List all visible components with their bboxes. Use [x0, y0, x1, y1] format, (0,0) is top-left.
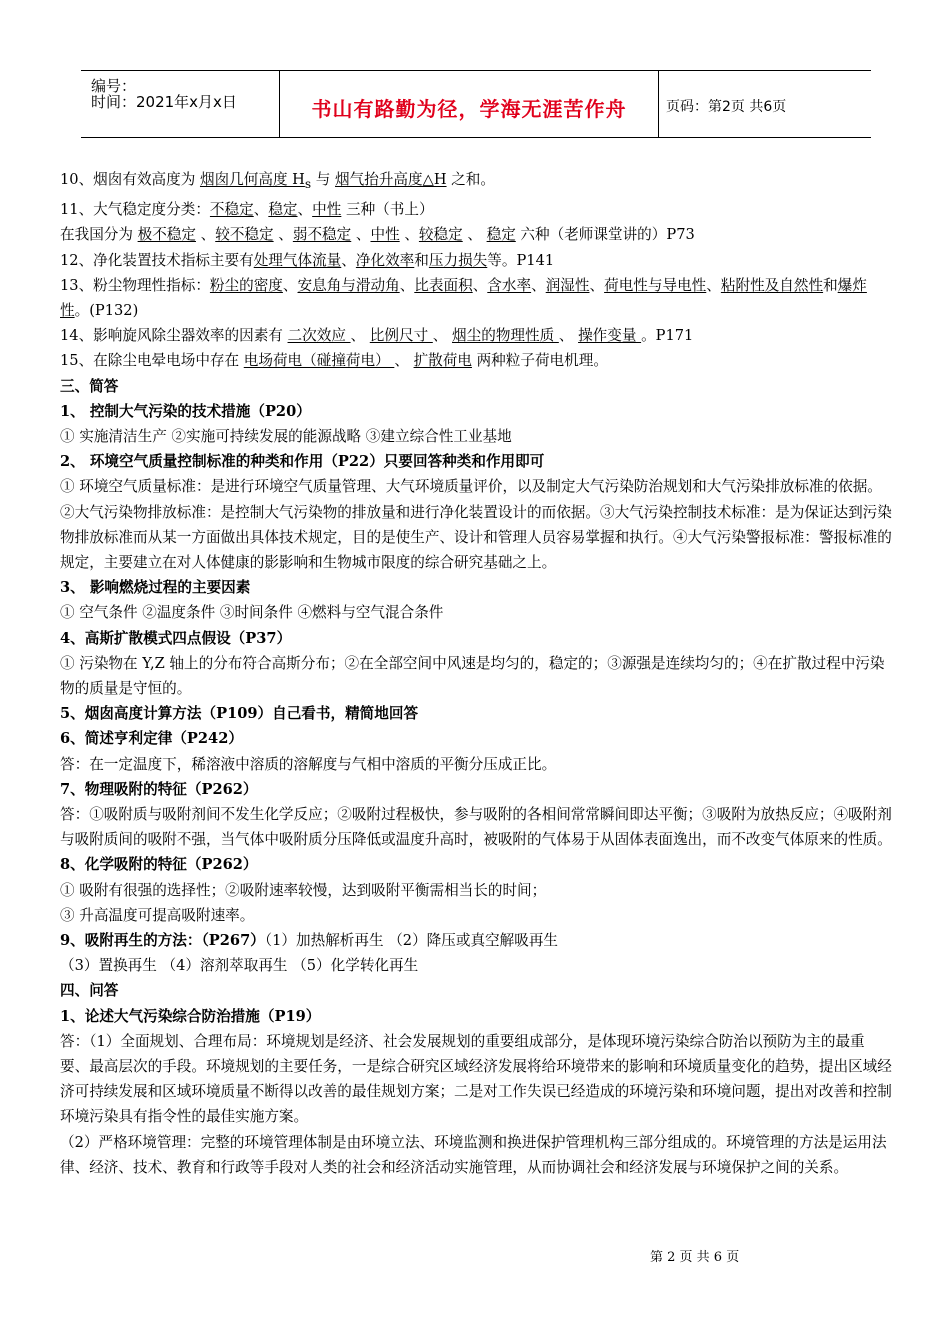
- question-title: 9、吸附再生的方法：（P267）: [60, 932, 265, 949]
- fill-item-11: 11、大气稳定度分类：不稳定、稳定、中性 三种（书上）: [60, 201, 434, 219]
- answer-text: ① 空气条件 ②温度条件 ③时间条件 ④燃料与空气混合条件: [60, 604, 444, 622]
- answer-text: ① 实施清洁生产 ②实施可持续发展的能源战略 ③建立综合性工业基地: [60, 427, 512, 445]
- fill-item-14: 14、影响旋风除尘器效率的因素有 二次效应 、 比例尺寸 、 烟尘的物理性质 、 操作变量 。P171: [60, 327, 694, 345]
- answer-text: （3）置换再生 （4）溶剂萃取再生 （5）化学转化再生: [60, 957, 419, 975]
- header-page-cell: [657, 71, 871, 137]
- answer-paragraph: 答：（1）全面规划、合理布局：环境规划是经济、社会发展规划的重要组成部分，是体现环境污染综合防治以预防为主的最重要、最高层次的手段。环境规划的主要任务，一是综合研究区域经济发展将给环境带来的影响和环境质量变化的趋势，提出区域经济可持续发展和区域环境质量不断得以改善的最佳规划方案；二是对工作失误已经造成的环境污染和环境问题，提出对改善和控制环境污染具有指令性的最佳实施方案。: [60, 1032, 892, 1126]
- answer-text: ① 环境空气质量标准：是进行环境空气质量管理、大气环境质量评价，以及制定大气污染防治规划和大气污染排放标准的依据。②大气污染物排放标准：是控制大气污染物的排放量和进行净化装置设计的而依据。③大气污染控制技术标准：是为保证达到污染物排放标准而从某一方面做出具体技术规定，目的是使生产、设计和管理人员容易掌握和执行。④大气污染警报标准：警报标准的规定，主要建立在对人体健康的影影响和生物城市限度的综合研究基础之上。: [60, 478, 892, 571]
- document-number: 编号：: [91, 77, 137, 95]
- question-title: 7、物理吸附的特征（P262）: [60, 780, 258, 798]
- header-motto-cell: [279, 71, 659, 137]
- question-item-9: [60, 928, 892, 953]
- document-date: 时间：2021年x月x日: [91, 93, 237, 111]
- question-title: 6、简述亨利定律（P242）: [60, 730, 243, 748]
- question-title: 1、论述大气污染综合防治措施（P19）: [60, 1007, 321, 1025]
- page-footer: 第 2 页 共 6 页: [650, 1250, 740, 1265]
- fill-item-12: 12、净化装置技术指标主要有处理气体流量、净化效率和压力损失等。P141: [60, 251, 555, 269]
- question-title: 5、烟囱高度计算方法（P109）自己看书，精简地回答: [60, 705, 419, 723]
- fill-item-13: 13、粉尘物理性指标：粉尘的密度、安息角与滑动角、比表面积、含水率、润湿性、荷电性与导电性、粘附性及自然性和爆炸性。(P132): [60, 276, 867, 319]
- fill-item-15: 15、在除尘电晕电场中存在 电场荷电（碰撞荷电） 、 扩散荷电 两种粒子荷电机理。: [60, 352, 608, 370]
- question-title: 4、高斯扩散模式四点假设（P37）: [60, 629, 292, 647]
- answer-text: 答：在一定温度下，稀溶液中溶质的溶解度与气相中溶质的平衡分压成正比。: [60, 755, 557, 773]
- question-title: 1、 控制大气污染的技术措施（P20）: [60, 402, 311, 420]
- fill-item-11b: 在我国分为 极不稳定 、较不稳定 、弱不稳定 、中性 、较稳定 、 稳定 六种（老师课堂讲的）P73: [60, 226, 695, 244]
- document-body: [60, 167, 892, 1180]
- answer-text: （1）加热解析再生 （2）降压或真空解吸再生: [264, 932, 559, 949]
- page-header: [81, 70, 871, 138]
- answer-text: ① 污染物在 Y,Z 轴上的分布符合高斯分布；②在全部空间中风速是均匀的，稳定的；③源强是连续均匀的；④在扩散过程中污染物的质量是守恒的。: [60, 654, 885, 697]
- motto: 书山有路勤为径，学海无涯苦作舟: [311, 97, 627, 121]
- answer-text: ③ 升高温度可提高吸附速率。: [60, 906, 255, 924]
- header-meta: [81, 71, 279, 137]
- answer-text: 答：①吸附质与吸附剂间不发生化学反应；②吸附过程极快，参与吸附的各相间常常瞬间即达平衡；③吸附为放热反应；④吸附剂与吸附质间的吸附不强，当气体中吸附质分压降低或温度升高时，被吸附的气体易于从固体表面逸出，而不改变气体原来的性质。: [60, 805, 892, 849]
- fill-item-10: 10、烟囱有效高度为 烟囱几何高度 $H_s$ 与 烟气抬升高度△H 之和。: [60, 171, 495, 191]
- section-heading-short-answer: 三、简答: [60, 377, 119, 395]
- section-heading-essay: 四、问答: [60, 982, 119, 1000]
- answer-text: ① 吸附有很强的选择性；②吸附速率较慢，达到吸附平衡需相当长的时间；: [60, 881, 547, 899]
- question-title: 3、 影响燃烧过程的主要因素: [60, 579, 251, 597]
- answer-paragraph: （2）严格环境管理：完整的环境管理体制是由环境立法、环境监测和换进保护管理机构三部分组成的。环境管理的方法是运用法律、经济、技术、教育和行政等手段对人类的社会和经济活动实施管理，从而协调社会和经济发展与环境保护之间的关系。: [60, 1133, 887, 1176]
- question-title: 8、化学吸附的特征（P262）: [60, 856, 258, 874]
- question-title: 2、 环境空气质量控制标准的种类和作用（P22）只要回答种类和作用即可: [60, 453, 545, 471]
- page-number: 页码：第2页 共6页: [666, 99, 787, 115]
